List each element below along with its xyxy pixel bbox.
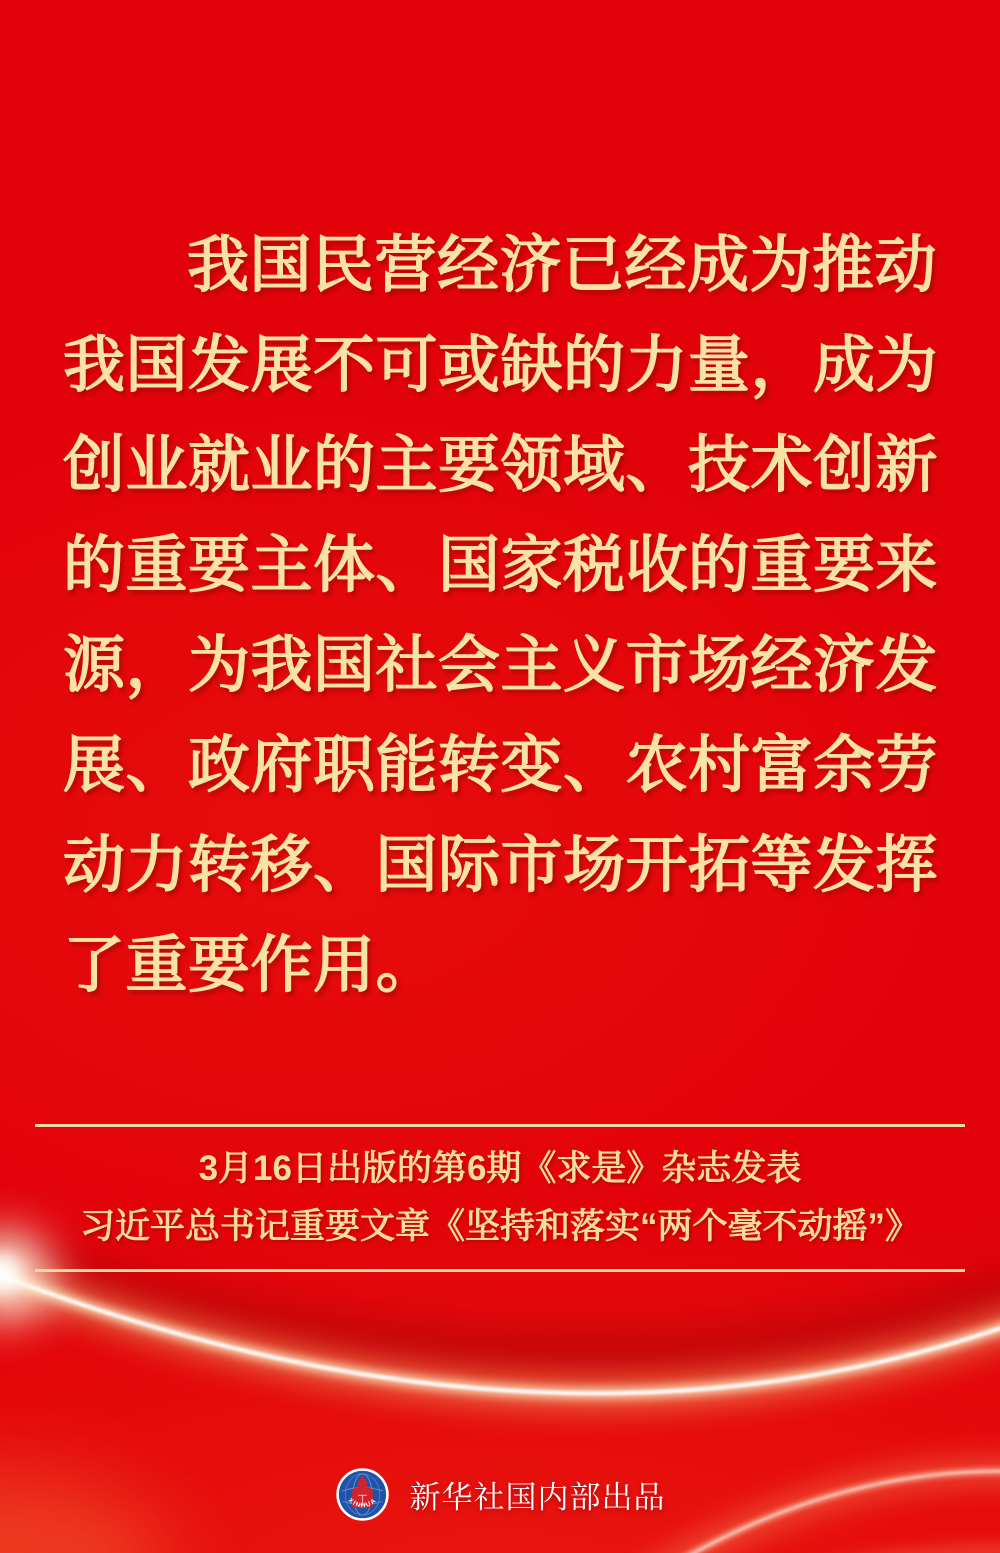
credit-text: 新华社国内部出品: [409, 1480, 666, 1515]
xinhua-logo-icon: [335, 1467, 390, 1522]
bottom-divider: [35, 1269, 965, 1272]
quote-line: 展、政府职能转变、农村富余劳: [63, 732, 939, 800]
publication-info: 3月16日出版的第6期《求是》杂志发表: [198, 1149, 802, 1188]
quote-line: 创业就业的主要领域、技术创新: [63, 432, 939, 500]
quote-line: 我国发展不可或缺的力量，成为: [63, 332, 939, 400]
quote-line: 了重要作用。: [63, 932, 439, 1000]
quote-line: 源，为我国社会主义市场经济发: [63, 632, 939, 700]
xinhua-logo-text: XINHUA: [346, 1496, 378, 1510]
article-title-info: 习近平总书记重要文章《坚持和落实“两个毫不动摇”》: [79, 1207, 920, 1246]
credit-row: [0, 1466, 1000, 1523]
quote-line: 动力转移、国际市场开拓等发挥: [63, 832, 939, 900]
quote-line: 的重要主体、国家税收的重要来: [63, 532, 939, 600]
top-divider: [35, 1124, 965, 1127]
quote-block: [63, 216, 937, 1016]
quote-line: 我国民营经济已经成为推动: [187, 232, 938, 300]
